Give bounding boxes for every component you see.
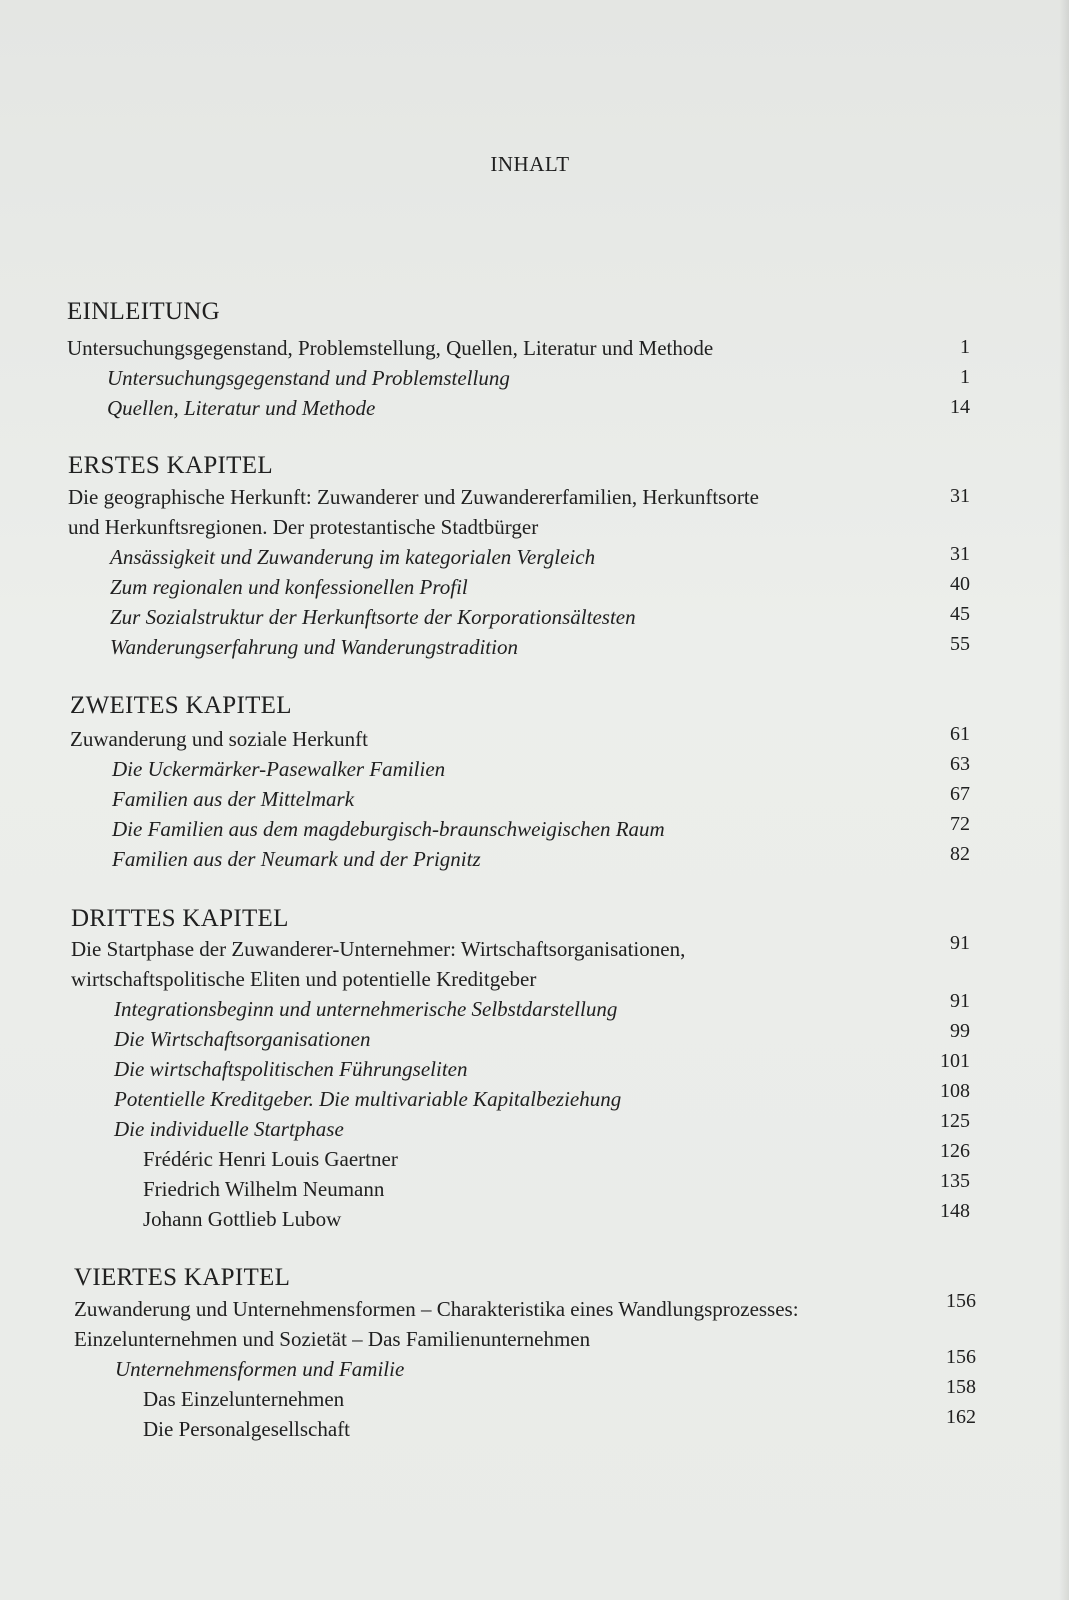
toc-entry: Einzelunternehmen und Sozietät – Das Familienunternehmen — [74, 1327, 591, 1351]
toc-entry: Unternehmensformen und Familie — [115, 1357, 405, 1381]
toc-page-number: 158 — [946, 1376, 976, 1398]
toc-entry: Zum regionalen und konfessionellen Profil — [110, 575, 468, 599]
toc-page-number: 99 — [950, 1020, 970, 1042]
toc-entry: Die Wirtschaftsorganisationen — [114, 1027, 371, 1051]
toc-page-number: 63 — [950, 753, 970, 775]
toc-page-number: 156 — [946, 1290, 976, 1312]
toc-page-number: 40 — [950, 573, 970, 595]
toc-entry: Zuwanderung und soziale Herkunft — [70, 727, 368, 751]
toc-entry: und Herkunftsregionen. Der protestantische Stadtbürger — [68, 515, 539, 539]
section-heading: ZWEITES KAPITEL — [70, 692, 292, 719]
toc-entry: Die Personalgesellschaft — [143, 1417, 351, 1441]
toc-entry: Die wirtschaftspolitischen Führungseliten — [114, 1057, 468, 1081]
toc-entry: Quellen, Literatur und Methode — [107, 396, 376, 420]
section-heading: VIERTES KAPITEL — [74, 1264, 291, 1291]
toc-entry: Die Startphase der Zuwanderer-Unternehmer: Wirtschaftsorganisationen, — [71, 937, 686, 961]
page-title: INHALT — [490, 152, 570, 176]
toc-entry: wirtschaftspolitische Eliten und potentielle Kreditgeber — [71, 967, 537, 991]
toc-page-number: 108 — [940, 1080, 970, 1102]
toc-page-number: 135 — [940, 1170, 970, 1192]
toc-page-number: 14 — [950, 396, 970, 418]
section-heading: ERSTES KAPITEL — [68, 452, 273, 479]
toc-entry: Frédéric Henri Louis Gaertner — [143, 1147, 398, 1171]
toc-page-number: 31 — [950, 485, 970, 507]
page-edge-shadow — [1059, 0, 1069, 1600]
toc-entry: Die geographische Herkunft: Zuwanderer und Zuwandererfamilien, Herkunftsorte — [68, 485, 759, 509]
toc-entry: Ansässigkeit und Zuwanderung im kategorialen Vergleich — [110, 545, 596, 569]
section-heading: EINLEITUNG — [67, 298, 220, 325]
toc-entry: Wanderungserfahrung und Wanderungstradition — [110, 635, 518, 659]
toc-page-number: 91 — [950, 990, 970, 1012]
toc-entry: Untersuchungsgegenstand und Problemstellung — [107, 366, 510, 390]
toc-page-number: 125 — [940, 1110, 970, 1132]
toc-entry: Johann Gottlieb Lubow — [143, 1207, 342, 1231]
toc-page-number: 126 — [940, 1140, 970, 1162]
toc-entry: Zuwanderung und Unternehmensformen – Charakteristika eines Wandlungsprozesses: — [74, 1297, 799, 1321]
toc-entry: Potentielle Kreditgeber. Die multivariable Kapitalbeziehung — [114, 1087, 622, 1111]
toc-entry: Familien aus der Mittelmark — [112, 787, 355, 811]
toc-entry: Zur Sozialstruktur der Herkunftsorte der Korporationsältesten — [110, 605, 636, 629]
toc-entry: Die Uckermärker-Pasewalker Familien — [112, 757, 446, 781]
toc-page-number: 148 — [940, 1200, 970, 1222]
toc-entry: Das Einzelunternehmen — [143, 1387, 345, 1411]
toc-entry: Familien aus der Neumark und der Prignitz — [112, 847, 481, 871]
toc-page-number: 91 — [950, 932, 970, 954]
toc-page-number: 162 — [946, 1406, 976, 1428]
toc-page-number: 31 — [950, 543, 970, 565]
toc-page-number: 1 — [960, 366, 970, 388]
toc-page-number: 45 — [950, 603, 970, 625]
toc-page-number: 82 — [950, 843, 970, 865]
toc-entry: Untersuchungsgegenstand, Problemstellung, Quellen, Literatur und Methode — [67, 336, 714, 360]
toc-entry: Integrationsbeginn und unternehmerische Selbstdarstellung — [114, 997, 618, 1021]
toc-page-number: 101 — [940, 1050, 970, 1072]
toc-page-number: 156 — [946, 1346, 976, 1368]
toc-page-number: 1 — [960, 336, 970, 358]
toc-entry: Die Familien aus dem magdeburgisch-braunschweigischen Raum — [112, 817, 665, 841]
toc-entry: Friedrich Wilhelm Neumann — [143, 1177, 385, 1201]
toc-page-number: 72 — [950, 813, 970, 835]
section-heading: DRITTES KAPITEL — [71, 905, 289, 932]
toc-page-number: 61 — [950, 723, 970, 745]
toc-entry: Die individuelle Startphase — [114, 1117, 344, 1141]
toc-page-number: 55 — [950, 633, 970, 655]
toc-page-number: 67 — [950, 783, 970, 805]
